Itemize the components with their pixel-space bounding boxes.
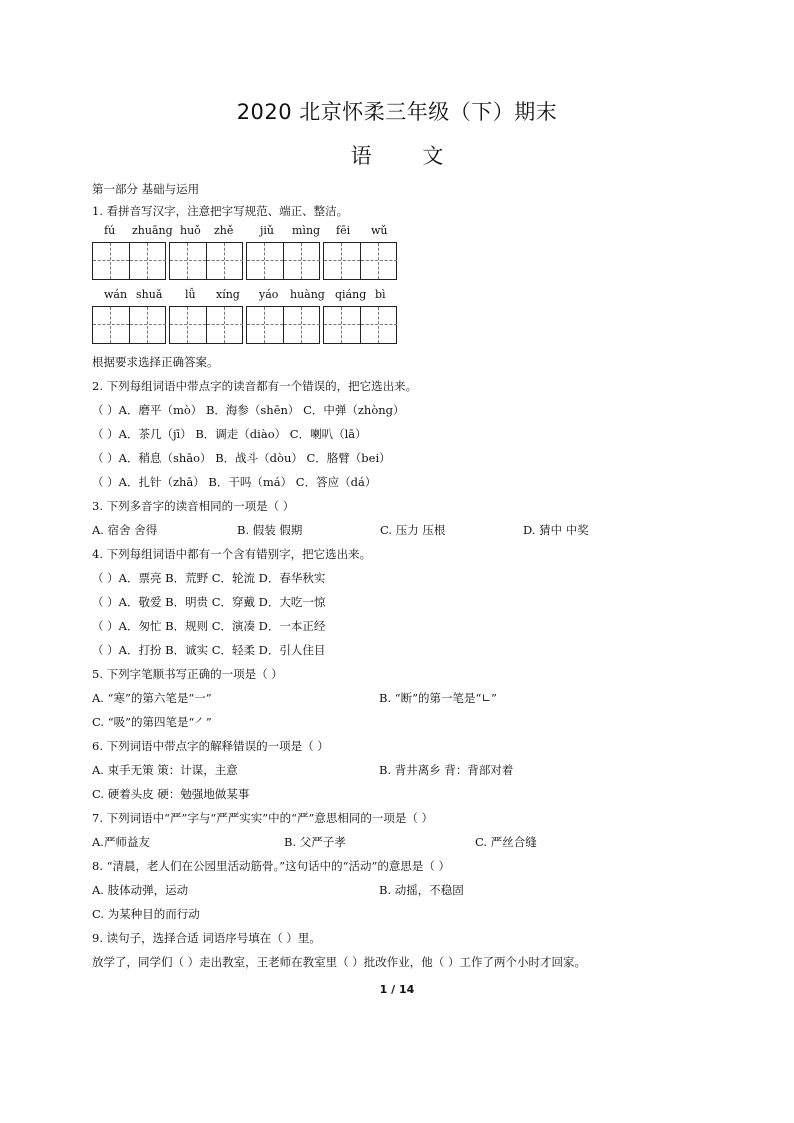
question-5-prompt: 5. 下列字笔顺书写正确的一项是（ ） xyxy=(92,667,283,681)
option-c: C. 压力 压根 xyxy=(380,523,446,537)
writing-grid-row-1 xyxy=(92,242,732,282)
question-3-options xyxy=(92,518,732,542)
option-c: C. 硬着头皮 硬：勉强地做某事 xyxy=(92,787,250,801)
question-6-prompt: 6. 下列词语中带点字的解释错误的一项是（ ） xyxy=(92,739,329,753)
question-3-prompt: 3. 下列多音字的读音相同的一项是（ ） xyxy=(92,499,295,513)
pinyin: huǒ xyxy=(180,224,201,237)
pinyin: fēi xyxy=(336,224,351,237)
option-c: C. 严丝合缝 xyxy=(475,835,537,849)
option-c: C. “吸”的第四笔是“㇒” xyxy=(92,715,212,729)
subject-title xyxy=(0,140,794,170)
pinyin: qiáng xyxy=(335,288,367,301)
pinyin-row-2 xyxy=(92,286,732,306)
page-title: 2020 北京怀柔三年级（下）期末 xyxy=(236,100,558,124)
page-number: 1 / 14 xyxy=(379,983,415,996)
question-5-options xyxy=(92,686,732,710)
option-a: A. “寒”的第六笔是“一” xyxy=(92,691,212,705)
question-8-options xyxy=(92,878,732,902)
pinyin: jiǔ xyxy=(260,224,275,237)
instruction: 根据要求选择正确答案。 xyxy=(92,355,219,369)
writing-box[interactable] xyxy=(169,306,243,344)
option-b: B. 动摇，不稳固 xyxy=(379,883,464,897)
pinyin: mìng xyxy=(292,224,321,237)
subject-char: 文 xyxy=(422,144,444,168)
writing-box[interactable] xyxy=(323,306,397,344)
question-4-line: （ ）A．打扮 B．诚实 C．轻柔 D．引人住目 xyxy=(92,643,326,657)
pinyin: wán xyxy=(104,288,128,301)
question-2-line: （ ）A．稍息（shāo） B．战斗（dòu） C．胳臂（bei） xyxy=(92,451,391,465)
question-2-line: （ ）A．茶几（jī） B．调走（diào） C．喇叭（lā） xyxy=(92,427,367,441)
writing-box[interactable] xyxy=(169,242,243,280)
question-6-options xyxy=(92,758,732,782)
writing-box[interactable] xyxy=(92,306,166,344)
pinyin: xíng xyxy=(216,288,240,301)
option-a: A. 束手无策 策：计谋，主意 xyxy=(92,763,238,777)
question-7-prompt: 7. 下列词语中“严”字与“严严实实”中的“严”意思相同的一项是（ ） xyxy=(92,811,434,825)
question-2-prompt: 2. 下列每组词语中带点字的读音都有一个错误的，把它选出来。 xyxy=(92,379,418,393)
pinyin: bì xyxy=(375,288,386,301)
question-8-prompt: 8. “清晨，老人们在公园里活动筋骨。”这句话中的“活动”的意思是（ ） xyxy=(92,859,451,873)
question-4-line: （ ）A．匆忙 B．规则 C．演凑 D．一本正经 xyxy=(92,619,326,633)
pinyin: lǚ xyxy=(185,288,196,301)
option-b: B. “断”的第一笔是“∟” xyxy=(379,691,497,705)
option-b: B. 背井离乡 背：背部对着 xyxy=(379,763,514,777)
pinyin: fú xyxy=(104,224,116,237)
question-1-prompt: 1. 看拼音写汉字，注意把字写规范、端正、整洁。 xyxy=(92,204,349,218)
question-7-options xyxy=(92,830,732,854)
pinyin: yáo xyxy=(259,288,279,301)
option-a: A.严师益友 xyxy=(92,835,150,849)
question-9-sentence: 放学了，同学们（ ）走出教室，王老师在教室里（ ）批改作业，他（ ）工作了两个小时才回家。 xyxy=(92,955,586,969)
option-c: C. 为某种目的而行动 xyxy=(92,907,200,921)
pinyin: zhě xyxy=(214,224,234,237)
pinyin: shuǎ xyxy=(136,288,163,301)
writing-box[interactable] xyxy=(323,242,397,280)
option-b: B. 父严子孝 xyxy=(284,835,346,849)
question-4-line: （ ）A．敬爱 B．明贵 C．穿戴 D．大吃一惊 xyxy=(92,595,326,609)
writing-box[interactable] xyxy=(246,242,320,280)
writing-grid-row-2 xyxy=(92,306,732,346)
pinyin-row-1 xyxy=(92,222,732,242)
section-heading: 第一部分 基础与运用 xyxy=(92,182,200,196)
pinyin: zhuāng xyxy=(132,224,173,237)
question-2-line: （ ）A．磨平（mò） B．海参（shēn） C．中弹（zhòng） xyxy=(92,403,405,417)
option-a: A. 宿舍 舍得 xyxy=(92,523,158,537)
writing-box[interactable] xyxy=(92,242,166,280)
question-4-line: （ ）A．票亮 B．荒野 C．轮流 D．春华秋实 xyxy=(92,571,326,585)
question-4-prompt: 4. 下列每组词语中都有一个含有错别字，把它选出来。 xyxy=(92,547,372,561)
pinyin: wǔ xyxy=(371,224,388,237)
question-2-line: （ ）A．扎针（zhā） B．干吗（má） C．答应（dá） xyxy=(92,475,377,489)
subject-char: 语 xyxy=(350,144,372,168)
option-a: A. 肢体动弹，运动 xyxy=(92,883,189,897)
option-b: B. 假装 假期 xyxy=(237,523,303,537)
question-9-prompt: 9. 读句子，选择合适 词语序号填在（ ）里。 xyxy=(92,931,321,945)
option-d: D. 猜中 中奖 xyxy=(523,523,589,537)
writing-box[interactable] xyxy=(246,306,320,344)
exam-content xyxy=(92,178,732,974)
pinyin: huàng xyxy=(290,288,325,301)
